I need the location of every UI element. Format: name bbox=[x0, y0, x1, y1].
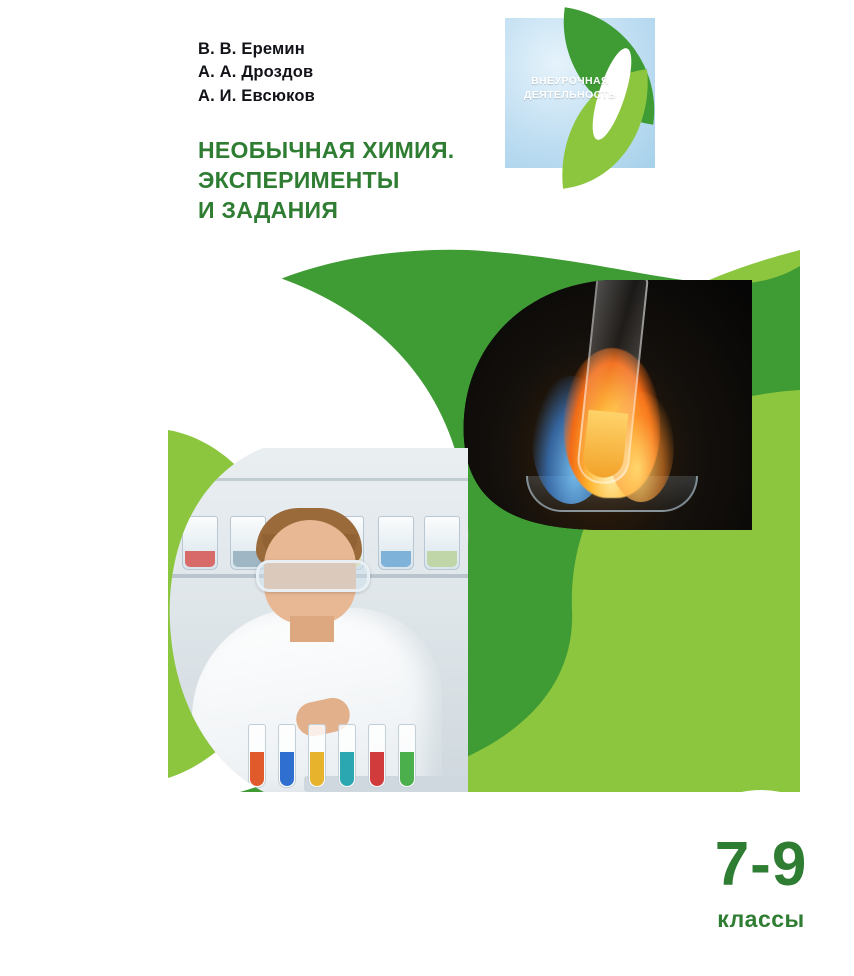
grade-number: 7-9 bbox=[714, 829, 808, 899]
rack-base bbox=[304, 776, 468, 792]
extracurricular-badge bbox=[505, 18, 655, 168]
badge-text bbox=[517, 74, 623, 102]
neck bbox=[290, 616, 334, 642]
badge-line-2: ДЕЯТЕЛЬНОСТЬ bbox=[523, 89, 617, 102]
safety-goggles-icon bbox=[256, 560, 370, 592]
author-2: А. А. Дроздов bbox=[198, 63, 314, 82]
authors-block bbox=[198, 38, 315, 108]
title-line-2: ЭКСПЕРИМЕНТЫ bbox=[198, 166, 400, 193]
test-tube-rack bbox=[242, 718, 432, 792]
author-1: В. В. Еремин bbox=[198, 40, 305, 58]
title-line-1: НЕОБЫЧНАЯ ХИМИЯ. bbox=[198, 137, 455, 163]
author-3: А. И. Евсюков bbox=[198, 86, 315, 105]
cover-artwork bbox=[168, 250, 808, 932]
grade-badge bbox=[668, 790, 854, 976]
badge-line-1: ВНЕУРОЧНАЯ bbox=[531, 75, 609, 87]
student-in-lab-photo bbox=[168, 448, 468, 792]
grade-label: классы bbox=[717, 905, 805, 932]
title-line-3: И ЗАДАНИЯ bbox=[198, 196, 339, 223]
